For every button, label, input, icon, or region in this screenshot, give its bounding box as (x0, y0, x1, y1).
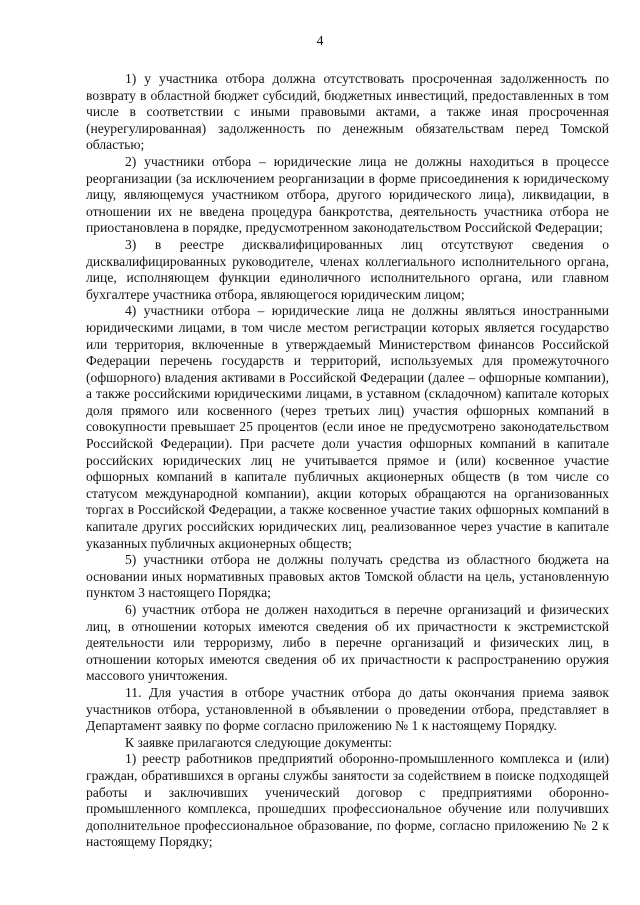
paragraph-item-6-extremism-lists: 6) участник отбора не должен находиться в перечне организаций и физических лиц, в отношении которых имеются сведения об их причастности к экстремистской деятельности или терроризму, либо в перечне организаций и физических лиц, в отношении которых имеются сведения об их причастности к распространению оружия массового уничтожения. (86, 602, 609, 684)
paragraph-item-5-budget-funds: 5) участники отбора не должны получать средства из областного бюджета на основании иных нормативных правовых актов Томской области на цель, установленную пунктом 3 настоящего Порядка; (86, 552, 609, 601)
paragraph-section-11-application: 11. Для участия в отборе участник отбора до даты окончания приема заявок участников отбора, установленной в объявлении о проведении отбора, представляет в Департамент заявку по форме согласно приложению № 1 к настоящему Порядку. (86, 684, 609, 734)
paragraph-attached-documents-heading: К заявке прилагаются следующие документы: (125, 734, 392, 750)
paragraph-item-3-disqualified-persons: 3) в реестре дисквалифицированных лиц отсутствуют сведения о дисквалифицированных руководителе, членах коллегиального исполнительного органа, лице, исполняющем функции единоличного исполнительного органа, или главном бухгалтере участника отбора, являющегося юридическим лицом; (86, 236, 609, 302)
paragraph-item-1-arrears: 1) у участника отбора должна отсутствовать просроченная задолженность по возврату в областной бюджет субсидий, бюджетных инвестиций, предоставленных в том числе в соответствии с иными правовыми актами, а также иная просроченная (неурегулированная) задолженность по денежным обязательствам перед Томской областью; (86, 71, 609, 153)
paragraph-document-1-register: 1) реестр работников предприятий оборонно-промышленного комплекса и (или) граждан, обратившихся в органы службы занятости за содействием в поиске подходящей работы и заключивших ученический договор с предприятиями оборонно-промышленного комплекса, прошедших профессиональное обучение или получивших дополнительное профессиональное образование, по форме, согласно приложению № 2 к настоящему Порядку; (86, 751, 609, 850)
paragraph-item-2-reorganization: 2) участники отбора – юридические лица не должны находиться в процессе реорганизации (за исключением реорганизации в форме присоединения к юридическому лицу, являющемуся участником отбора, другого юридического лица), ликвидации, в отношении их не введена процедура банкротства, деятельность участника отбора не приостановлена в порядке, предусмотренном законодательством Российской Федерации; (86, 153, 609, 236)
page-number: 4 (316, 34, 324, 49)
paragraph-item-4-foreign-entities: 4) участники отбора – юридические лица не должны являться иностранными юридическими лицами, в том числе местом регистрации которых является государство или территория, включенные в утверждаемый Министерством финансов Российской Федерации перечень государств и территорий, используемых для промежуточного (офшорного) владения активами в Российской Федерации (далее – офшорные компании), а также российскими юридическими лицами, в уставном (складочном) капитале которых доля прямого или косвенного (через третьих лиц) участия офшорных компаний в совокупности превышает 25 процентов (если иное не предусмотрено законодательством Российской Федерации). При расчете доли участия офшорных компаний в капитале российских юридических лиц не учитывается прямое и (или) косвенное участие офшорных компаний в капитале публичных акционерных обществ (в том числе со статусом международной компании), акции которых обращаются на организованных торгах в Российской Федерации, а также косвенное участие таких офшорных компаний в капитале других российских юридических лиц, реализованное через участие в капитале указанных публичных акционерных обществ; (86, 303, 609, 551)
document-body (86, 71, 609, 851)
